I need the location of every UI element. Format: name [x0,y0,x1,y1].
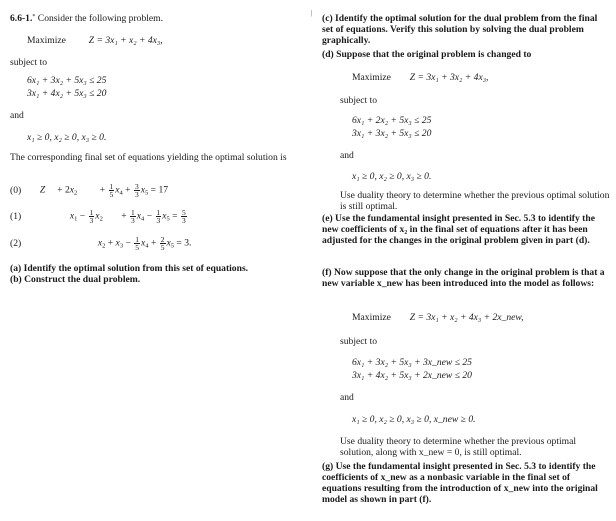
constraint-1: 6x₁ + 3x₂ + 5x₃ ≤ 25 [27,75,107,86]
f-and-label: and [340,392,354,403]
frac-2-2: $\frac{2}{5}$ [160,235,165,252]
problem-asterisk: * [32,14,36,20]
problem-header [10,13,163,24]
d-constraint-1: 6x₁ + 2x₂ + 5x₃ ≤ 25 [352,115,432,126]
part-d: (d) Suppose that the original problem is changed to [322,49,532,60]
frac-0-2: $\frac{3}{3}$ [134,182,139,199]
f-constraint-2: 3x₁ + 4x₂ + 5x₃ + 2x_new ≤ 20 [352,370,472,381]
eq-label-2: (2) [10,237,22,249]
subject-to: subject to [10,57,48,68]
eq-value-2: 3. [184,237,192,249]
f-nonnegativity: x₁ ≥ 0, x₂ ≥ 0, x₃ ≥ 0, x_new ≥ 0. [352,414,476,425]
frac-1-2: $\frac{1}{3}$ [131,208,135,225]
problem-intro: Consider the following problem. [37,13,164,24]
and-label: and [10,110,24,121]
equation-0: (0) $Z + 2x_2$ + $\frac{1}{5}$ $x_4$ + $\frac{3}{3}$ $x_5 = 17$ [10,182,169,199]
constraint-2: 3x₁ + 4x₂ + 5x₃ ≤ 20 [27,88,107,99]
equation-1: (1) $x_1$ − $\frac{1}{3}$ $x_2$ + $\frac{1}{3}$ $x_4$ − $\frac{1}{3}$ $x_5$ = $\frac{5}{3}$ [10,208,186,225]
d-subject-to: subject to [340,95,378,106]
d-question: Use duality theory to determine whether the previous optimal solution is still optimal. [340,190,610,212]
part-b: (b) Construct the dual problem. [10,274,141,285]
f-objective: Z = 3x₁ + x₂ + 4x₃ + 2x_new, [409,312,524,323]
frac-0-1: $\frac{1}{5}$ [109,182,114,199]
d-constraint-2: 3x₁ + 3x₂ + 5x₃ ≤ 20 [352,128,432,139]
part-e: (e) Use the fundamental insight presented in Sec. 5.3 to identify the new coefficients of x₂ in the final set of equations after it has been adjusted for the changes in the original problem given in part (d). [322,213,595,246]
f-subject-to: subject to [340,336,378,347]
part-a: (a) Identify the optimal solution from this set of equations. [10,263,249,274]
d-objective: Z = 3x₁ + 3x₂ + 4x₃, [409,72,489,83]
d-maximize-line [352,72,488,83]
f-maximize-label: Maximize [352,312,391,323]
f-maximize-line [352,312,524,323]
frac-1-rhs: $\frac{5}{3}$ [182,208,186,225]
eq-value-0: 17 [158,184,169,196]
problem-number: 6.6-1. [10,13,33,24]
eq-label-1: (1) [10,210,22,222]
maximize-line [27,35,163,46]
eq-label-0: (0) [10,184,22,196]
final-set-intro: The corresponding final set of equations yielding the optimal solution is [10,152,287,163]
column-marker: | [311,9,313,17]
d-and-label: and [340,150,354,161]
objective-function: Z = 3x₁ + x₂ + 4x₃, [88,35,163,46]
nonnegativity: x₁ ≥ 0, x₂ ≥ 0, x₃ ≥ 0. [27,132,107,143]
f-question: Use duality theory to determine whether the previous optimal solution, along with x_new = 0, is still optimal. [340,436,577,458]
part-g: (g) Use the fundamental insight presented in Sec. 5.3 to identify the coefficients of x_new as a nonbasic variable in the final set of equations resulting from the introduction of x_new into the original model as shown in part (f). [322,461,598,505]
equation-2: (2) $x_2 + x_3$ − $\frac{1}{5}$ $x_4$ + $\frac{2}{5}$ $x_5 = 3$. [10,235,192,252]
d-maximize-label: Maximize [352,72,391,83]
frac-1-1: $\frac{1}{3}$ [89,208,94,225]
frac-2-1: $\frac{1}{5}$ [135,235,140,252]
f-constraint-1: 6x₁ + 3x₂ + 5x₃ + 3x_new ≤ 25 [352,357,472,368]
part-c: (c) Identify the optimal solution for the dual problem from the final set of equations. Verify this solution by solving the dual problem graphically. [322,13,598,46]
maximize-label: Maximize [27,35,66,46]
part-f: (f) Now suppose that the only change in the original problem is that a new variable x_new has been introduced into the model as follows: [322,267,605,289]
d-nonnegativity: x₁ ≥ 0, x₂ ≥ 0, x₃ ≥ 0. [352,171,432,182]
frac-1-3: $\frac{1}{3}$ [156,208,161,225]
